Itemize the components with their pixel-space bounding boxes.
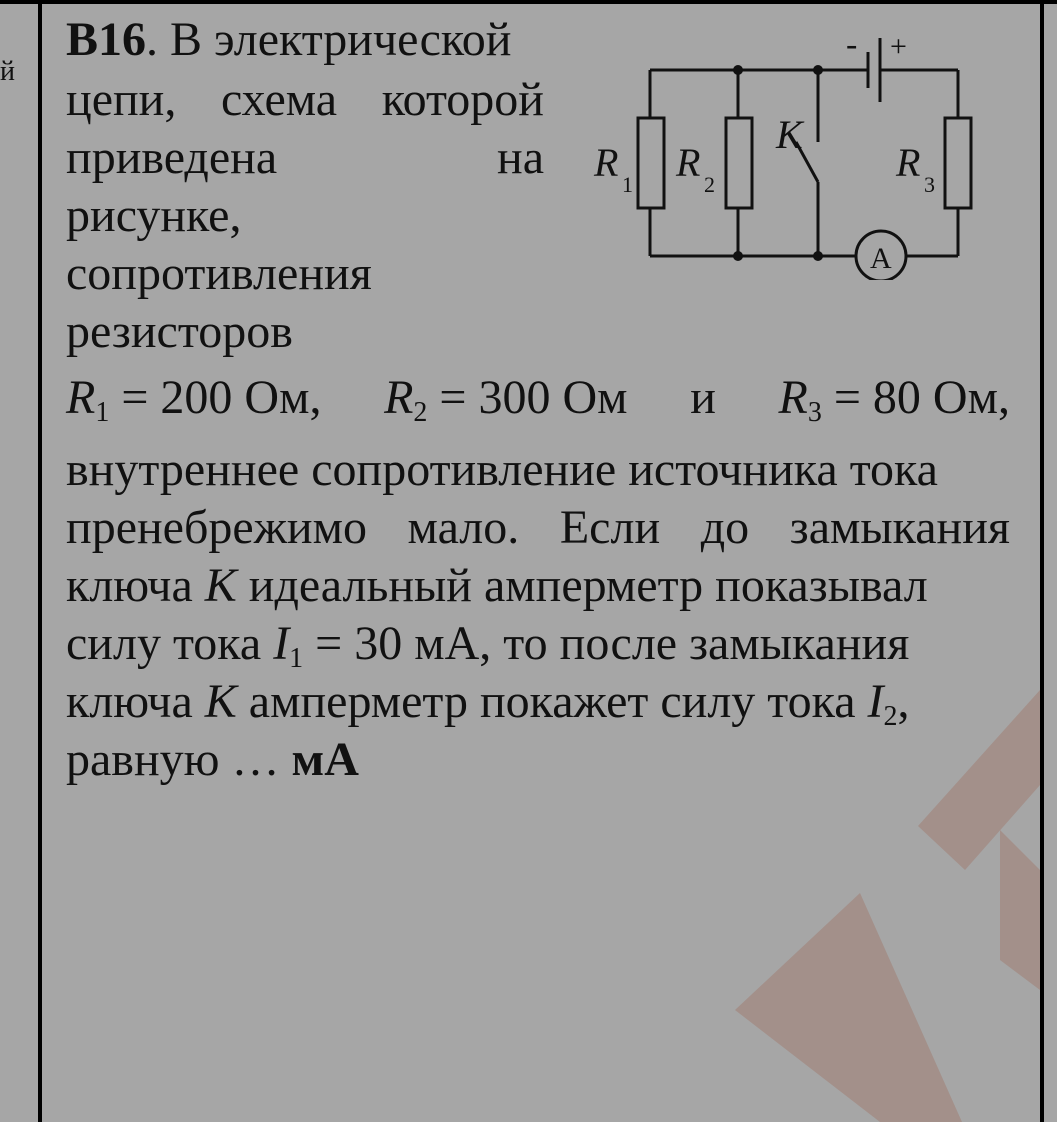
problem-line-1: B16. В электрической — [66, 13, 512, 66]
r2-value: $R_2 = 300$ Ом — [384, 371, 628, 428]
r1-label: R — [594, 140, 619, 185]
circuit-diagram — [560, 20, 1000, 280]
problem-line-2: цепи, схема которой — [66, 73, 544, 126]
problem-line-5: сопротивления — [66, 247, 372, 300]
r3-label: R — [896, 140, 921, 185]
r2-label-sub: 2 — [704, 172, 715, 197]
resistor-r3-body — [945, 118, 971, 208]
ammeter-label: A — [870, 242, 892, 275]
left-column-fragment: й — [0, 56, 15, 87]
problem-line-current: силу тока $I_1 = 30$ мА, то после замыкания — [66, 617, 910, 674]
problem-number: B16 — [66, 13, 147, 66]
problem-line-3: приведена на — [66, 131, 544, 184]
resistor-r1-body — [638, 118, 664, 208]
r2-label: R — [676, 140, 701, 185]
problem-line-answer: равную … мА — [66, 733, 359, 786]
table-right-border — [1040, 0, 1044, 1122]
key-label: K — [776, 112, 803, 157]
table-left-border — [38, 0, 42, 1122]
problem-line-4: рисунке, — [66, 189, 242, 242]
resistor-values-line — [66, 370, 1010, 441]
problem-line-internal: внутреннее сопротивление источника тока — [66, 443, 938, 496]
problem-line-key2: ключа K амперметр покажет силу тока $I_2$, — [66, 675, 910, 732]
problem-line-key1: ключа K идеальный амперметр показывал — [66, 559, 928, 612]
r3-label-sub: 3 — [924, 172, 935, 197]
table-top-border — [0, 0, 1057, 4]
problem-line-negligible: пренебрежимо мало. Если до замыкания — [66, 501, 1010, 554]
battery-minus-label: - — [846, 26, 858, 63]
problem-line-6: резисторов — [66, 305, 293, 358]
and-word: и — [690, 371, 716, 424]
r1-label-sub: 1 — [622, 172, 633, 197]
answer-unit: мА — [291, 733, 359, 786]
r1-value: $R_1 = 200$ Ом, — [66, 371, 322, 428]
resistor-r2-body — [726, 118, 752, 208]
r3-value: $R_3 = 80$ Ом, — [778, 371, 1010, 428]
battery-plus-label: + — [890, 30, 907, 63]
